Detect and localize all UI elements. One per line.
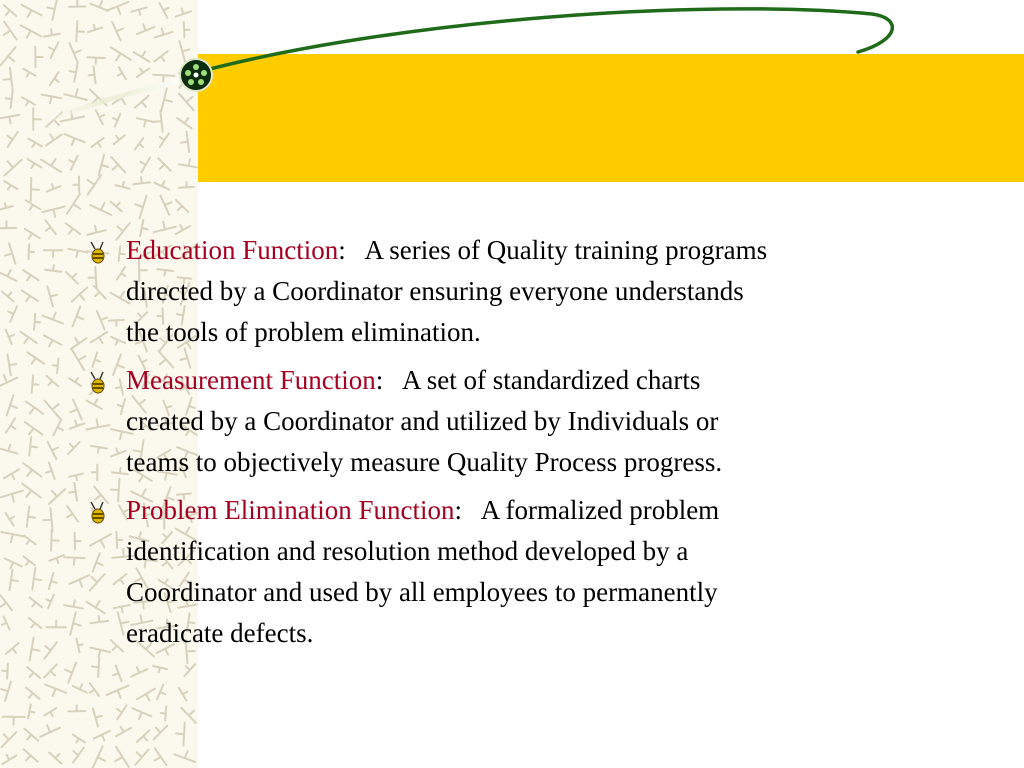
pattern-glyph bbox=[65, 134, 85, 145]
pattern-glyph bbox=[90, 683, 99, 696]
pattern-glyph bbox=[71, 338, 87, 349]
pattern-glyph bbox=[73, 684, 87, 692]
pattern-glyph bbox=[66, 272, 78, 284]
pattern-glyph bbox=[73, 306, 84, 326]
pattern-glyph bbox=[155, 748, 167, 765]
pattern-glyph bbox=[70, 421, 85, 429]
bullet-text-line: Coordinator and used by all employees to permanently bbox=[126, 577, 718, 607]
pattern-glyph bbox=[175, 751, 196, 762]
pattern-glyph bbox=[106, 2, 128, 14]
pattern-glyph bbox=[135, 96, 149, 108]
pattern-glyph bbox=[6, 643, 19, 654]
pattern-glyph bbox=[25, 229, 40, 239]
pattern-glyph bbox=[159, 3, 168, 18]
pattern-glyph bbox=[0, 375, 17, 387]
pattern-glyph bbox=[4, 5, 16, 16]
pattern-glyph bbox=[115, 747, 129, 767]
bullet-description: A set of standardized charts bbox=[383, 365, 701, 395]
pattern-glyph bbox=[29, 437, 37, 456]
bullet-item bbox=[88, 230, 968, 353]
bullet-term: Problem Elimination Function bbox=[126, 495, 455, 525]
pattern-glyph bbox=[182, 708, 196, 723]
pattern-glyph bbox=[155, 29, 173, 38]
pattern-glyph bbox=[42, 207, 64, 218]
pattern-glyph bbox=[31, 178, 39, 201]
pattern-glyph bbox=[179, 159, 198, 167]
pattern-glyph bbox=[135, 196, 146, 218]
bullet-text-line bbox=[126, 490, 968, 531]
pattern-glyph bbox=[141, 157, 151, 172]
pattern-glyph bbox=[73, 177, 79, 194]
pattern-glyph bbox=[49, 753, 61, 764]
bullet-item bbox=[88, 360, 968, 483]
pattern-glyph bbox=[116, 182, 130, 189]
pattern-glyph bbox=[27, 507, 35, 527]
pattern-glyph bbox=[24, 556, 36, 565]
pattern-glyph bbox=[135, 750, 148, 765]
bee-bullet-icon bbox=[88, 240, 110, 264]
pattern-glyph bbox=[45, 401, 60, 419]
pattern-glyph bbox=[176, 723, 185, 746]
pattern-glyph bbox=[47, 621, 66, 628]
pattern-glyph bbox=[137, 24, 155, 34]
bullet-text-line: created by a Coordinator and utilized by Individuals or bbox=[126, 406, 719, 436]
pattern-glyph bbox=[113, 92, 130, 104]
pattern-glyph bbox=[42, 313, 63, 324]
pattern-glyph bbox=[64, 89, 86, 100]
pattern-glyph bbox=[45, 642, 57, 658]
pattern-glyph bbox=[154, 726, 167, 740]
pattern-glyph bbox=[117, 705, 127, 719]
bullet-description: A formalized problem bbox=[462, 495, 720, 525]
pattern-glyph bbox=[112, 22, 123, 41]
pattern-glyph bbox=[131, 667, 147, 677]
pattern-glyph bbox=[10, 570, 19, 590]
bullet-text-line bbox=[126, 230, 968, 271]
pattern-glyph bbox=[132, 708, 151, 719]
pattern-glyph bbox=[88, 25, 102, 32]
pattern-glyph bbox=[0, 203, 13, 210]
pattern-glyph bbox=[49, 573, 57, 589]
bullet-term: Education Function bbox=[126, 235, 339, 265]
pattern-glyph bbox=[45, 220, 56, 234]
pattern-glyph bbox=[33, 108, 41, 130]
bullet-text-line: the tools of problem elimination. bbox=[126, 317, 481, 347]
pattern-glyph bbox=[24, 729, 38, 741]
pattern-glyph bbox=[47, 286, 57, 306]
pattern-glyph bbox=[72, 350, 85, 370]
pattern-glyph bbox=[25, 422, 43, 435]
pattern-glyph bbox=[21, 25, 41, 38]
pattern-glyph bbox=[135, 138, 144, 150]
pattern-glyph bbox=[5, 243, 15, 263]
pattern-glyph bbox=[0, 595, 12, 610]
pattern-glyph bbox=[111, 157, 125, 173]
pattern-glyph bbox=[49, 42, 58, 58]
pattern-glyph bbox=[35, 47, 42, 67]
pattern-glyph bbox=[137, 68, 149, 77]
bullet-item bbox=[88, 490, 968, 654]
pattern-glyph bbox=[177, 118, 192, 129]
pattern-glyph bbox=[7, 395, 18, 416]
pattern-glyph bbox=[6, 330, 14, 345]
pattern-glyph bbox=[22, 291, 38, 302]
pattern-glyph bbox=[0, 115, 19, 124]
pattern-glyph bbox=[8, 306, 17, 322]
pattern-glyph bbox=[3, 717, 25, 725]
pattern-glyph bbox=[6, 513, 14, 525]
pattern-glyph bbox=[47, 0, 57, 20]
pattern-glyph bbox=[2, 664, 8, 679]
bullet-term: Measurement Function bbox=[126, 365, 376, 395]
bee-bullet-icon bbox=[88, 370, 110, 394]
pattern-glyph bbox=[153, 666, 167, 673]
bullet-text-line: eradicate defects. bbox=[126, 618, 314, 648]
bullet-separator: : bbox=[454, 495, 462, 525]
pattern-glyph bbox=[46, 112, 62, 126]
pattern-glyph bbox=[161, 88, 172, 111]
pattern-glyph bbox=[5, 559, 22, 569]
pattern-glyph bbox=[153, 75, 175, 83]
pattern-glyph bbox=[69, 483, 77, 501]
pattern-glyph bbox=[43, 508, 52, 531]
pattern-glyph bbox=[48, 442, 59, 459]
pattern-glyph bbox=[69, 249, 88, 257]
pattern-glyph bbox=[22, 97, 35, 105]
pattern-glyph bbox=[88, 175, 102, 195]
pattern-glyph bbox=[113, 665, 122, 681]
pattern-glyph bbox=[67, 506, 78, 522]
pattern-glyph bbox=[45, 265, 61, 272]
pattern-glyph bbox=[113, 114, 120, 127]
pattern-glyph bbox=[75, 533, 81, 550]
pattern-glyph bbox=[6, 418, 15, 432]
pattern-glyph bbox=[70, 63, 78, 82]
pattern-glyph bbox=[69, 575, 89, 586]
pattern-glyph bbox=[1, 532, 24, 542]
pattern-glyph bbox=[70, 400, 81, 420]
pattern-glyph bbox=[70, 612, 81, 635]
pattern-glyph bbox=[184, 22, 190, 37]
pattern-glyph bbox=[76, 639, 82, 653]
pattern-glyph bbox=[24, 749, 38, 762]
pattern-glyph bbox=[90, 203, 111, 215]
pattern-glyph bbox=[66, 223, 81, 234]
pattern-glyph bbox=[93, 709, 102, 727]
pattern-glyph bbox=[44, 664, 57, 677]
pattern-glyph bbox=[154, 111, 163, 132]
pattern-glyph bbox=[179, 182, 194, 188]
pattern-glyph bbox=[73, 748, 84, 763]
pattern-glyph bbox=[73, 735, 85, 743]
pattern-glyph bbox=[8, 355, 17, 376]
pattern-glyph bbox=[89, 66, 96, 83]
pattern-glyph bbox=[179, 94, 194, 111]
pattern-glyph bbox=[93, 746, 106, 768]
pattern-glyph bbox=[118, 67, 126, 79]
pattern-glyph bbox=[4, 22, 17, 40]
pattern-glyph bbox=[68, 442, 80, 454]
pattern-glyph bbox=[67, 194, 80, 214]
pattern-glyph bbox=[92, 138, 104, 147]
pattern-glyph bbox=[32, 375, 39, 392]
pattern-glyph bbox=[160, 134, 169, 148]
pattern-glyph bbox=[46, 595, 54, 608]
pattern-glyph bbox=[69, 1, 85, 7]
pattern-glyph bbox=[42, 95, 62, 104]
pattern-glyph bbox=[4, 160, 21, 176]
pattern-glyph bbox=[22, 5, 42, 17]
pattern-glyph bbox=[0, 221, 16, 228]
pattern-glyph bbox=[99, 155, 109, 176]
pattern-glyph bbox=[1, 491, 23, 502]
pattern-glyph bbox=[91, 1, 109, 11]
pattern-glyph bbox=[53, 419, 63, 435]
pattern-glyph bbox=[114, 135, 125, 144]
pattern-glyph bbox=[6, 90, 13, 108]
pattern-glyph bbox=[2, 616, 10, 629]
pattern-glyph bbox=[26, 688, 39, 699]
pattern-glyph bbox=[46, 463, 55, 479]
pattern-glyph bbox=[61, 111, 84, 122]
pattern-glyph bbox=[32, 568, 41, 590]
pattern-glyph bbox=[46, 134, 62, 145]
pattern-glyph bbox=[161, 706, 166, 720]
pattern-glyph bbox=[179, 688, 188, 701]
pattern-glyph bbox=[137, 118, 155, 126]
pattern-glyph bbox=[28, 139, 42, 148]
pattern-glyph bbox=[176, 200, 188, 212]
pattern-glyph bbox=[27, 352, 44, 364]
pattern-glyph bbox=[23, 463, 41, 477]
pattern-glyph bbox=[44, 29, 60, 36]
pattern-glyph bbox=[181, 132, 189, 152]
pattern-glyph bbox=[34, 314, 40, 330]
pattern-glyph bbox=[69, 474, 83, 480]
pattern-glyph bbox=[64, 600, 83, 608]
pattern-glyph bbox=[69, 156, 77, 170]
pattern-glyph bbox=[1, 47, 16, 65]
pattern-glyph bbox=[49, 555, 64, 563]
pattern-glyph bbox=[72, 288, 87, 302]
pattern-glyph bbox=[44, 335, 62, 346]
pattern-glyph bbox=[107, 686, 129, 698]
pattern-glyph bbox=[2, 732, 17, 747]
pattern-glyph bbox=[179, 68, 192, 88]
pattern-glyph bbox=[29, 244, 34, 259]
pattern-glyph bbox=[96, 110, 105, 124]
pattern-glyph bbox=[176, 8, 191, 16]
pattern-glyph bbox=[26, 401, 43, 413]
pattern-glyph bbox=[179, 41, 189, 61]
pattern-glyph bbox=[111, 47, 131, 60]
pattern-glyph bbox=[28, 704, 34, 718]
pattern-glyph bbox=[0, 270, 16, 281]
pattern-glyph bbox=[2, 292, 14, 302]
pattern-glyph bbox=[69, 378, 81, 386]
pattern-glyph bbox=[29, 618, 42, 628]
pattern-glyph bbox=[53, 359, 59, 374]
bullet-separator: : bbox=[338, 235, 346, 265]
title-banner bbox=[198, 54, 1024, 182]
pattern-glyph bbox=[64, 557, 85, 565]
pattern-glyph bbox=[45, 685, 66, 696]
pattern-glyph bbox=[20, 332, 37, 343]
pattern-glyph bbox=[137, 730, 150, 742]
bullet-description: A series of Quality training programs bbox=[345, 235, 768, 265]
pattern-glyph bbox=[2, 755, 16, 764]
pattern-glyph bbox=[40, 725, 60, 737]
pattern-glyph bbox=[4, 469, 19, 479]
pattern-glyph bbox=[41, 159, 61, 172]
pattern-glyph bbox=[1, 682, 11, 702]
pattern-glyph bbox=[47, 376, 59, 387]
pattern-glyph bbox=[137, 689, 155, 701]
pattern-glyph bbox=[87, 57, 105, 64]
pattern-glyph bbox=[76, 21, 84, 42]
pattern-glyph bbox=[116, 727, 131, 737]
pattern-glyph bbox=[26, 200, 41, 210]
pattern-glyph bbox=[23, 270, 39, 280]
pattern-glyph bbox=[90, 90, 107, 106]
bullet-separator: : bbox=[375, 365, 384, 395]
pattern-glyph bbox=[4, 181, 17, 190]
pattern-glyph bbox=[44, 250, 63, 256]
pattern-glyph bbox=[134, 52, 150, 62]
pattern-glyph bbox=[184, 664, 195, 676]
pattern-glyph bbox=[23, 69, 35, 77]
pattern-glyph bbox=[160, 196, 171, 215]
pattern-glyph bbox=[50, 72, 59, 85]
pattern-glyph bbox=[24, 536, 35, 545]
pattern-glyph bbox=[155, 181, 170, 190]
pattern-glyph bbox=[131, 7, 146, 14]
pattern-glyph bbox=[157, 685, 165, 700]
pattern-glyph bbox=[27, 667, 40, 678]
bullet-list bbox=[88, 230, 968, 661]
pattern-glyph bbox=[30, 638, 40, 661]
pattern-glyph bbox=[49, 489, 65, 504]
pattern-glyph bbox=[65, 663, 76, 683]
pattern-glyph bbox=[68, 705, 85, 711]
bullet-text-line bbox=[126, 360, 968, 401]
pattern-glyph bbox=[94, 731, 110, 741]
pattern-glyph bbox=[154, 51, 167, 61]
pattern-glyph bbox=[30, 597, 42, 607]
pattern-glyph bbox=[0, 445, 17, 454]
bee-bullet-icon bbox=[88, 500, 110, 524]
pattern-glyph bbox=[133, 177, 150, 184]
pattern-glyph bbox=[111, 202, 122, 212]
bullet-text-line: teams to objectively measure Quality Process progress. bbox=[126, 447, 723, 477]
pattern-glyph bbox=[44, 708, 56, 716]
pattern-glyph bbox=[70, 43, 81, 63]
pattern-glyph bbox=[22, 484, 41, 498]
pattern-glyph bbox=[47, 184, 61, 192]
pattern-glyph bbox=[4, 68, 13, 90]
pattern-glyph bbox=[51, 530, 59, 551]
pattern-glyph bbox=[28, 159, 42, 168]
bullet-text-line: identification and resolution method developed by a bbox=[126, 536, 689, 566]
bullet-text-line: directed by a Coordinator ensuring everyone understands bbox=[126, 276, 744, 306]
pattern-glyph bbox=[8, 132, 18, 147]
pattern-glyph bbox=[158, 158, 171, 171]
